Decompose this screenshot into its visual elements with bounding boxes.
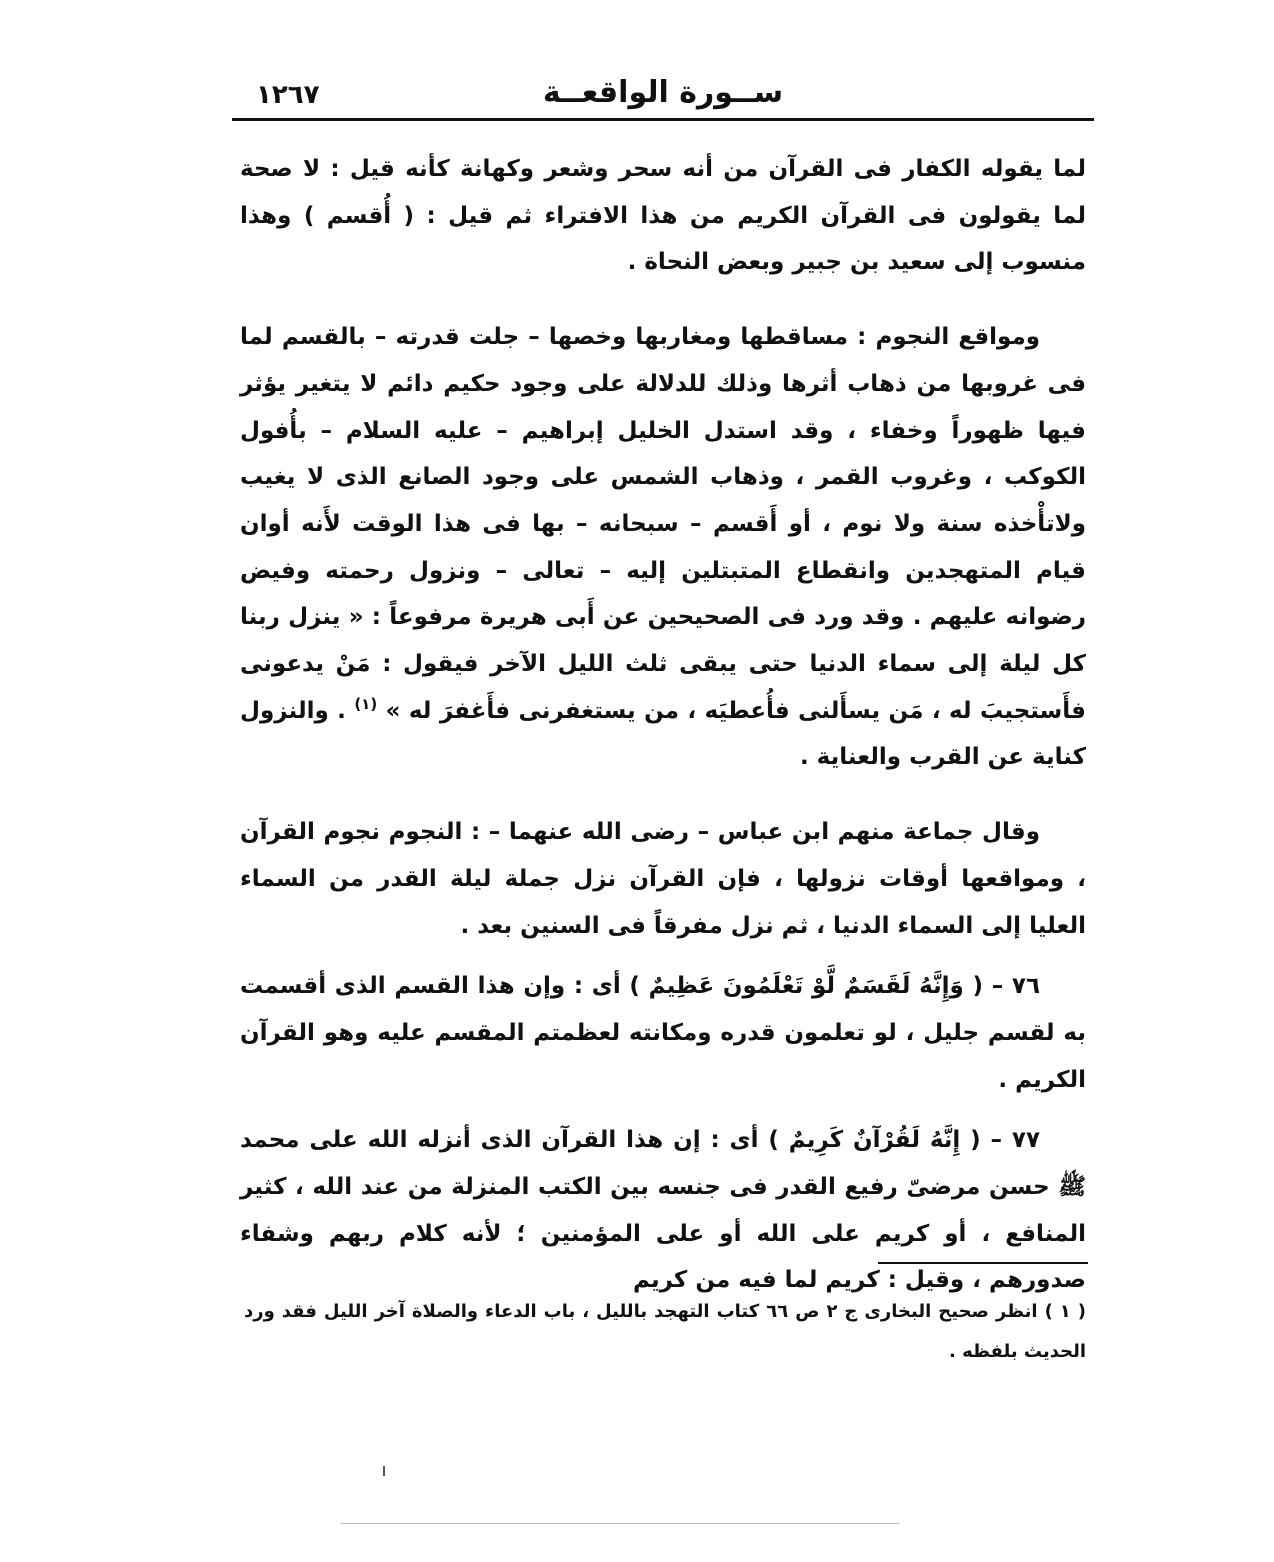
footnote-rule [878,1262,1088,1264]
footnote-reference: (١) [354,694,378,713]
running-header [232,70,1094,114]
scan-speck [340,1523,900,1524]
footnote: ( ١ ) انظر صحيح البخارى ج ٢ ص ٦٦ كتاب التهجد بالليل ، باب الدعاء والصلاة آخر الليل فقد ورد الحديث بلفظه . [244,1301,1087,1362]
paragraph-2-main: ومواقع النجوم : مساقطها ومغاربها وخصها – جلت قدرته – بالقسم لما فى غروبها من ذهاب أثرها وذلك للدلالة على وجود حكيم دائم لا يتغير يؤثر فيها ظهوراً وخفاء ، وقد استدل الخليل إبراهيم – عليه السلام – بأُفول الكوكب ، وغروب القمر ، وذهاب الشمس على وجود الصانع الذى لا يغيب ولاتأْخذه سنة ولا نوم ، أو أَقسم – سبحانه – بها فى هذا الوقت لأَنه أوان قيام المتهجدين وانقطاع المتبتلين إليه – تعالى – ونزول رحمته وفيض رضوانه عليهم . وقد ورد فى الصحيحين عن أَبى هريرة مرفوعاً : « ينزل ربنا كل ليلة إلى سماء الدنيا حتى يبقى ثلث الليل الآخر فيقول : مَنْ يدعونى فأَستجيبَ له ، مَن يسأَلنى فأُعطيَه ، من يستغفرنى فأَغفرَ له » [240,324,1086,724]
verse-77-commentary: ٧٧ – ( إِنَّهُ لَقُرْآنٌ كَرِيمٌ ) أى : إن هذا القرآن الذى أنزله الله على محمد ﷺ حسن مرضىّ رفيع القدر فى جنسه بين الكتب المنزلة من عند الله ، كثير المنافع ، أو كريم على الله أو على المؤمنين ؛ لأنه كلام ربهم وشفاء صدورهم ، وقيل : كريم لما فيه من كريم [240,1127,1086,1294]
verse-76-commentary: ٧٦ – ( وَإِنَّهُ لَقَسَمٌ لَّوْ تَعْلَمُونَ عَظِيمٌ ) أى : وإن هذا القسم الذى أقسمت به لقسم جليل ، لو تعلمون قدره ومكانته لعظمتم المقسم عليه وهو القرآن الكريم . [240,973,1086,1093]
page-number: ١٢٦٧ [256,80,320,110]
surah-title: ســورة الواقعــة [542,75,784,110]
header-rule [232,118,1094,121]
paragraph-2-tail: . والنزول كناية عن القرب والعناية . [240,697,1086,771]
paragraph-2 [240,314,1086,781]
paragraph-1: لما يقوله الكفار فى القرآن من أنه سحر وشعر وكهانة كأنه قيل : لا صحة لما يقولون فى القرآن الكريم من هذا الافتراء ثم قيل : ( أُقسم ) وهذا منسوب إلى سعيد بن جبير وبعض النحاة . [240,156,1086,276]
scan-speck [383,1466,385,1476]
body-text [240,146,1086,1304]
paragraph-3: وقال جماعة منهم ابن عباس – رضى الله عنهما – : النجوم نجوم القرآن ، ومواقعها أوقات نزولها ، فإن القرآن نزل جملة ليلة القدر من السماء العليا إلى السماء الدنيا ، ثم نزل مفرقاً فى السنين بعد . [240,819,1086,939]
